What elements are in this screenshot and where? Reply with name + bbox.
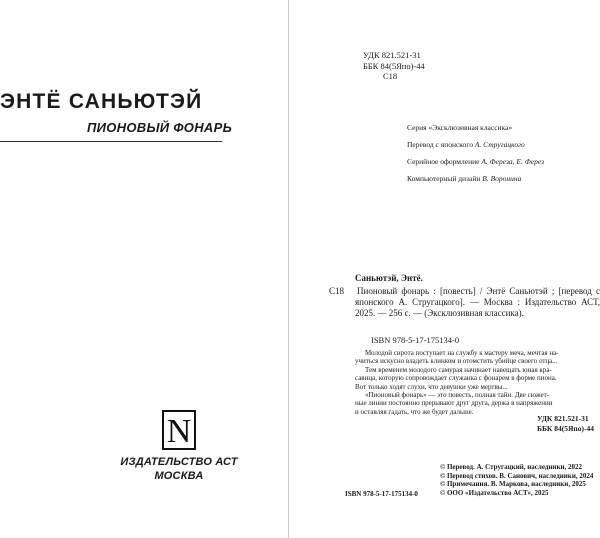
translator-name: А. Стругацкого [474, 140, 525, 149]
designer-names: А. Фереза, Е. Ферез [481, 157, 545, 166]
copyright-block [440, 463, 593, 497]
catalog-isbn: ISBN 978-5-17-175134-0 [371, 335, 460, 345]
series-line: Серия «Эксклюзивная классика» [407, 123, 513, 132]
catalog-description: Пионовый фонарь : [повесть] / Энтё Саньютэй ; [перевод с японского А. Стругацкого]. — Москва : Издательство АСТ, 2025. — 256 с. — (Эксклюзивная классика). [355, 286, 600, 318]
classification-codes-bottom [537, 414, 600, 434]
annotation-line: Тем временем молодого самурая начинает навещать юная кра- [365, 365, 552, 374]
translation-label: Перевод с японского [407, 140, 475, 149]
publisher-logo-icon [162, 410, 196, 450]
design-line [407, 157, 544, 167]
copyright-line: © Перевод. А. Стругацкий, наследники, 2022 [440, 463, 583, 471]
bbk-code: ББК 84(5Япо)-44 [537, 424, 594, 433]
layout-line [407, 174, 544, 184]
udk-code: УДК 821.521-31 [363, 50, 421, 60]
annotation [355, 349, 600, 416]
publisher-logo-letter: N [166, 413, 192, 448]
layout-designer-name: В. Воронина [482, 174, 522, 183]
annotation-line: ные линии постоянно прерывают друг друга, держа в напряжении [355, 399, 553, 408]
annotation-line: и оставляя гадать, что же будет дальше. [355, 407, 474, 416]
publisher-name: ИЗДАТЕЛЬСТВО АСТ [120, 456, 238, 468]
classification-codes-top [363, 50, 425, 82]
design-label: Серийное оформление [407, 157, 482, 166]
annotation-line: Молодой сирота поступает на службу к мастеру меча, мечтая на- [365, 349, 559, 357]
layout-label: Компьютерный дизайн [407, 174, 483, 183]
annotation-line: учиться искусно владеть клинком и отомстить убийце своего отца... [355, 357, 558, 366]
title-rule [0, 141, 222, 142]
catalog-index: С18 [329, 286, 345, 296]
copyright-line: © Перевод стихов. В. Санович, наследники, 2024 [440, 471, 594, 480]
credits-block [407, 123, 544, 191]
udk-code: УДК 821.521-31 [537, 414, 589, 423]
book-title: ПИОНОВЫЙ ФОНАРЬ [87, 120, 233, 135]
author-mark: С18 [383, 71, 398, 81]
author-name: ЭНТЁ САНЬЮТЭЙ [0, 90, 203, 113]
publisher-imprint [94, 455, 264, 483]
imprint-page [289, 0, 600, 538]
annotation-line: савица, которую сопровождает служанка с фонарем в форме пиона. [355, 374, 557, 383]
title-page [0, 0, 288, 538]
annotation-line: «Пионовый фонарь» — это повесть, полная тайн. Две сюжет- [365, 391, 550, 400]
copyright-line: © Примечания. В. Маркова, наследники, 2025 [440, 480, 586, 489]
annotation-line: Вот только ходят слухи, что девушки уже мертвы... [355, 382, 508, 391]
translation-line [407, 140, 544, 150]
bbk-code: ББК 84(5Япо)-44 [363, 60, 425, 71]
publisher-city: МОСКВА [154, 470, 204, 482]
catalog-heading: Саньютэй, Энтё. [355, 273, 423, 283]
isbn-bottom: ISBN 978-5-17-175134-0 [345, 490, 418, 498]
copyright-line: © ООО «Издательство АСТ», 2025 [440, 488, 549, 497]
